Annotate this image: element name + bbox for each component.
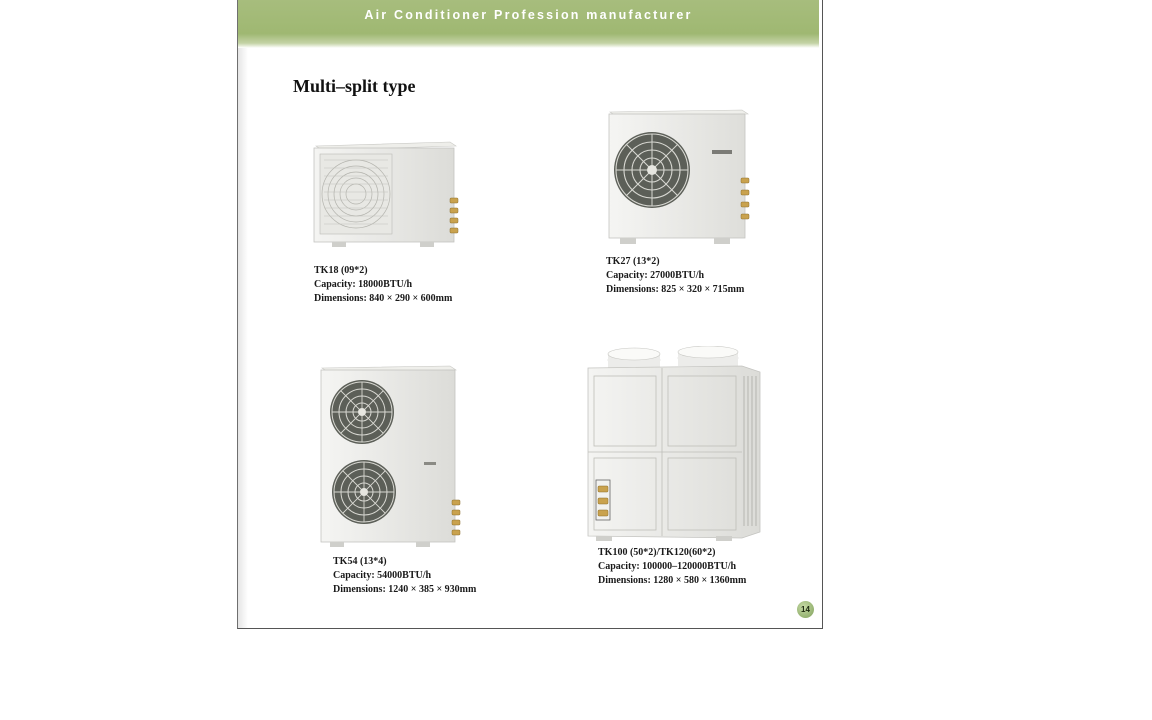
product-dimensions: Dimensions: 840 × 290 × 600mm: [314, 293, 453, 304]
page-number-badge: 14: [797, 601, 814, 618]
product-dimensions: Dimensions: 1280 × 580 × 1360mm: [598, 575, 747, 586]
product-model: TK54 (13*4): [333, 556, 387, 567]
product-capacity: Capacity: 27000BTU/h: [606, 270, 705, 281]
product-capacity: Capacity: 100000–120000BTU/h: [598, 561, 737, 572]
product-dimensions: Dimensions: 1240 × 385 × 930mm: [333, 584, 477, 595]
product-model: TK18 (09*2): [314, 265, 368, 276]
brochure-page: [237, 0, 823, 629]
product-model: TK100 (50*2)/TK120(60*2): [598, 547, 716, 558]
outdoor-unit-image-tk100: [586, 346, 766, 542]
outdoor-unit-image-tk27: [606, 108, 754, 250]
spec-block-tk27: [606, 255, 744, 297]
header-banner: [238, 0, 819, 48]
outdoor-unit-image-tk54: [318, 364, 468, 550]
product-capacity: Capacity: 18000BTU/h: [314, 279, 413, 290]
spec-block-tk18: [314, 264, 452, 306]
section-title: Multi–split type: [293, 76, 416, 96]
product-model: TK27 (13*2): [606, 256, 660, 267]
product-capacity: Capacity: 54000BTU/h: [333, 570, 432, 581]
spec-block-tk54: [333, 555, 476, 597]
banner-title: Air Conditioner Profession manufacturer: [364, 8, 693, 22]
spec-block-tk100-tk120: [598, 546, 746, 588]
product-dimensions: Dimensions: 825 × 320 × 715mm: [606, 284, 745, 295]
outdoor-unit-image-tk18: [310, 138, 460, 250]
